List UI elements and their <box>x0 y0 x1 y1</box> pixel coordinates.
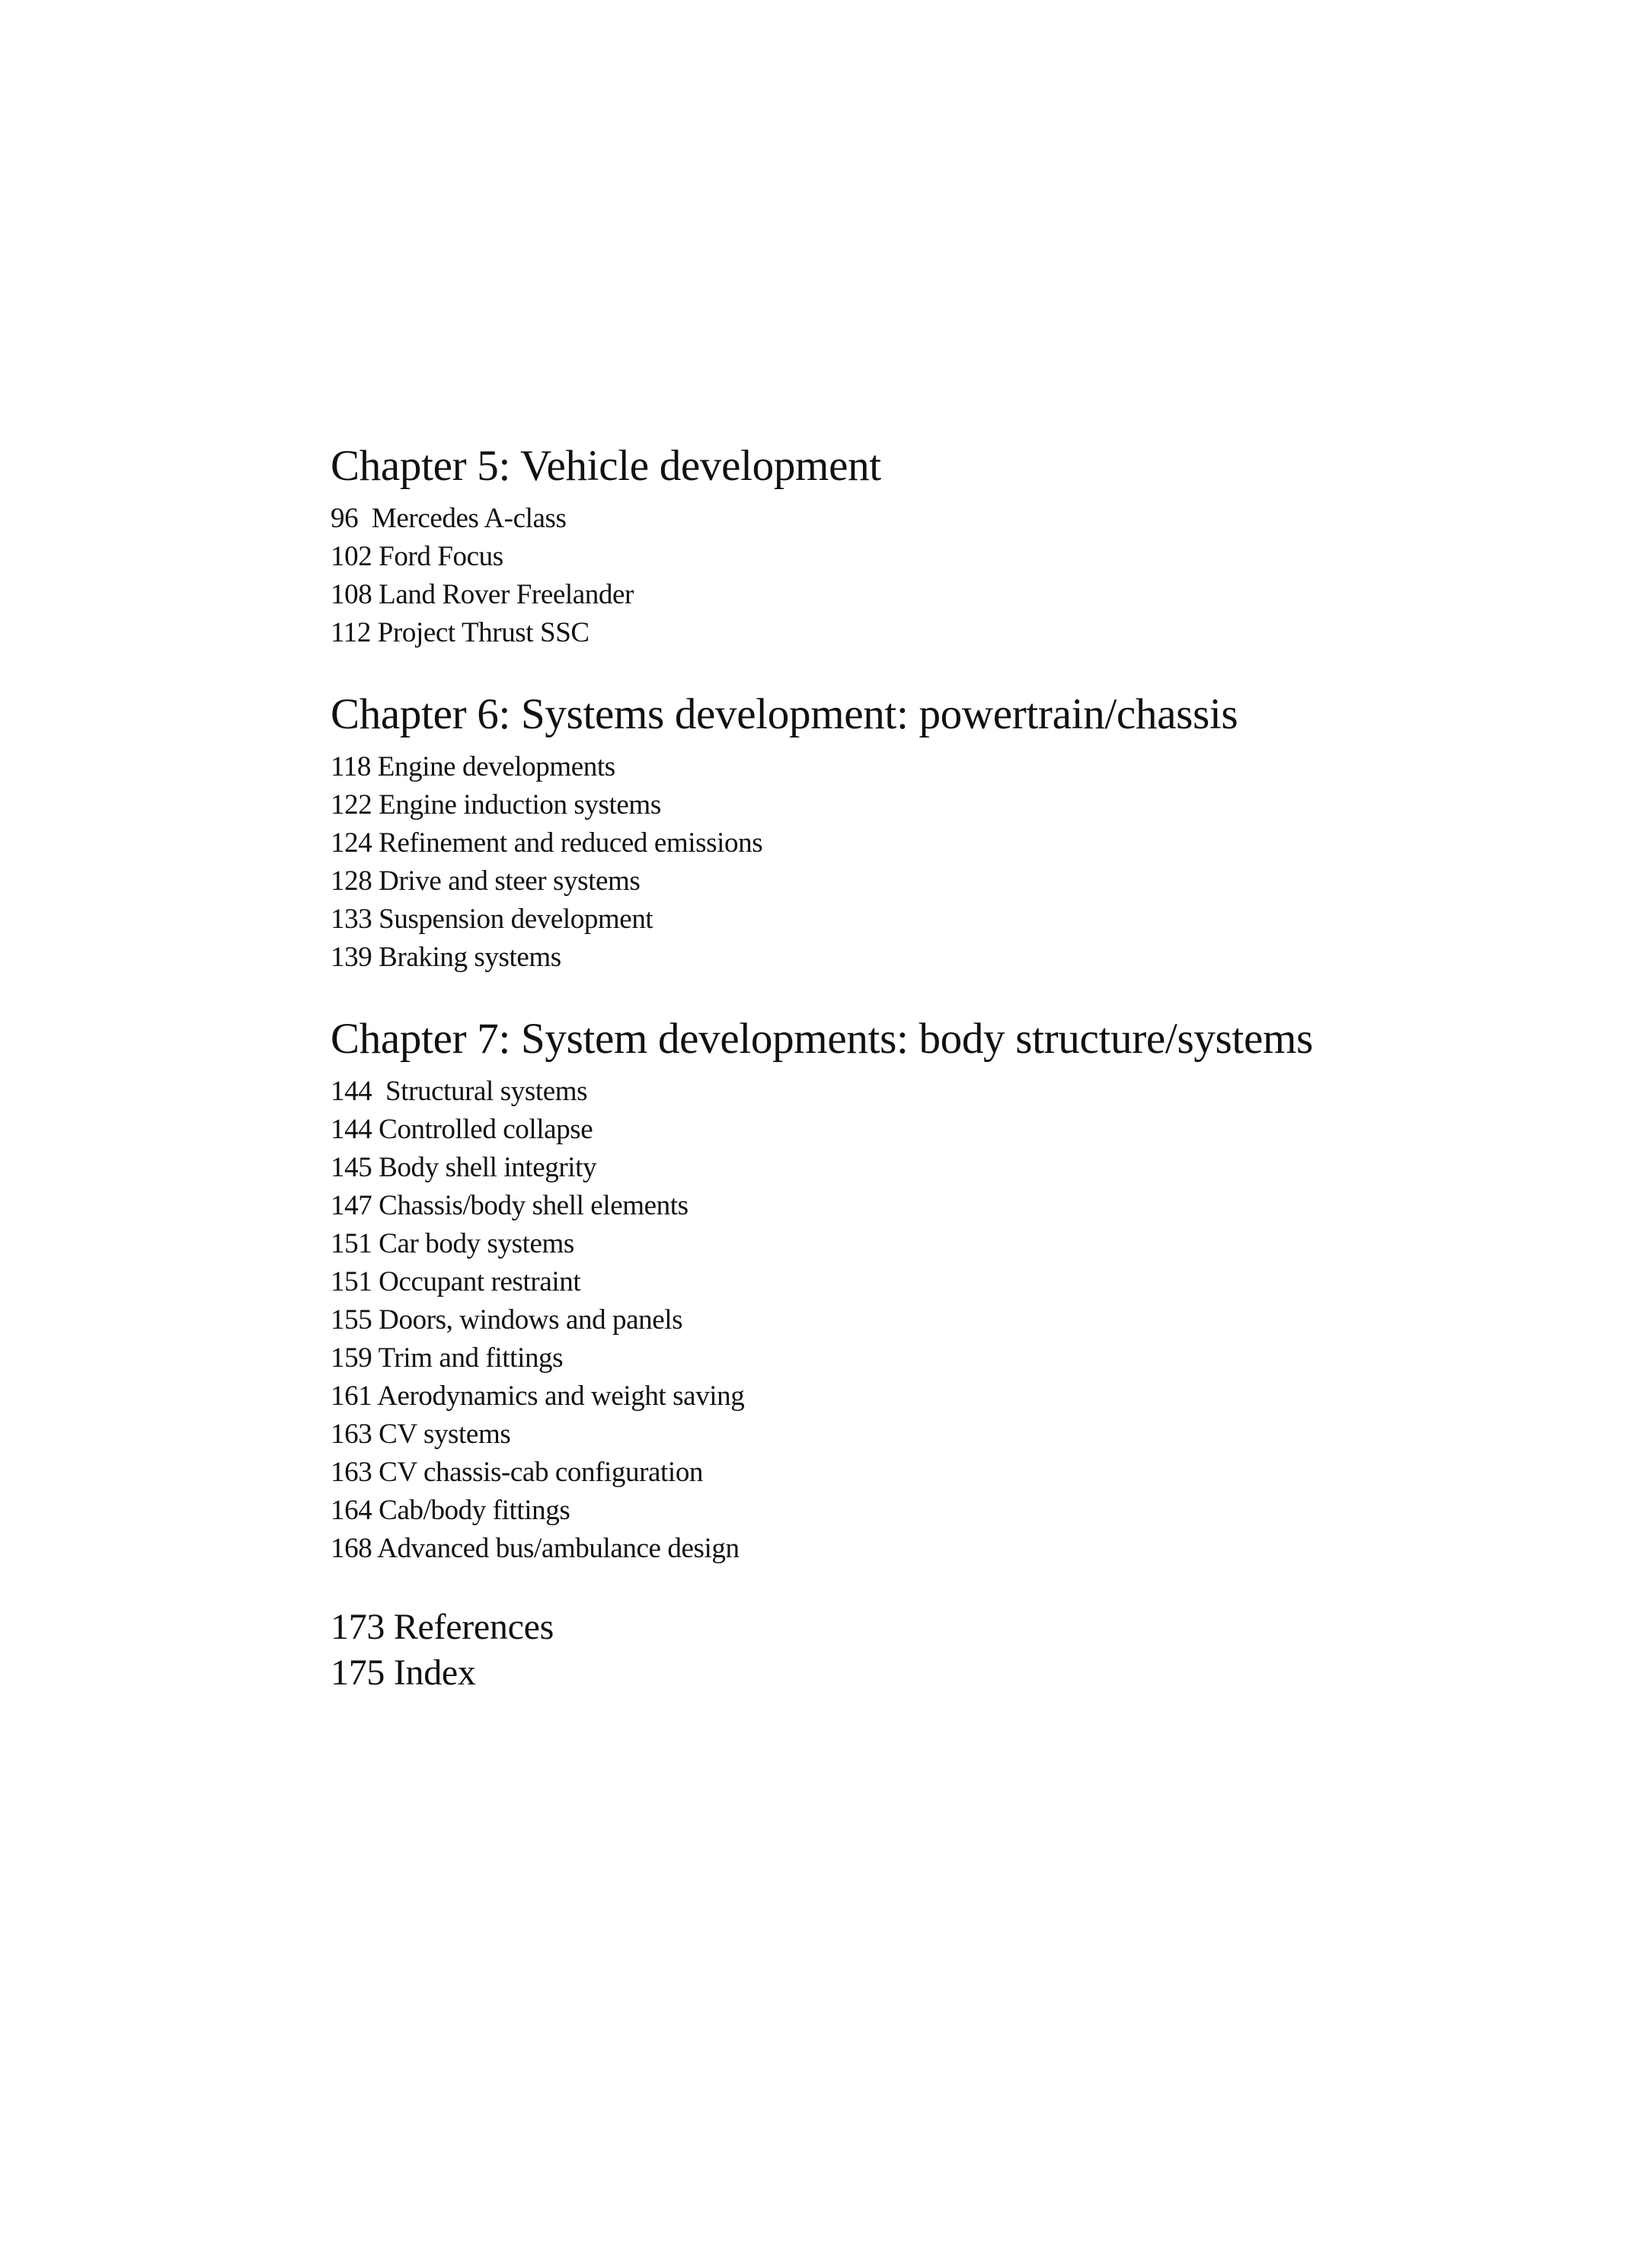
toc-entry <box>331 614 1587 652</box>
toc-entry-label: Occupant restraint <box>379 1266 581 1297</box>
toc-page-number: 108 <box>331 579 372 610</box>
toc-entry-label: Drive and steer systems <box>379 865 641 897</box>
chapter-7-title: Chapter 7: System developments: body structure/systems <box>331 1015 1313 1063</box>
toc-entry-label: Doors, windows and panels <box>379 1304 683 1336</box>
toc-entry <box>331 1073 1587 1111</box>
toc-entry <box>331 901 1587 939</box>
toc-entry <box>331 1339 1587 1377</box>
toc-entry-label: Index <box>393 1652 476 1693</box>
toc-entry <box>331 576 1587 614</box>
chapter-6-entries <box>331 748 1587 977</box>
chapter-5-title: Chapter 5: Vehicle development <box>331 442 881 490</box>
chapter-6-section <box>331 686 1587 977</box>
toc-entry-label: Chassis/body shell elements <box>379 1190 689 1221</box>
toc-entry <box>331 748 1587 786</box>
toc-entry-label: Controlled collapse <box>379 1114 593 1145</box>
toc-entry <box>331 1530 1587 1568</box>
toc-entry <box>331 1263 1587 1301</box>
toc-entry <box>331 1454 1587 1492</box>
toc-page-number: 159 <box>331 1342 372 1374</box>
toc-page-number: 164 <box>331 1495 372 1526</box>
table-of-contents <box>331 437 1587 1696</box>
toc-entry-label: Mercedes A-class <box>371 503 567 534</box>
toc-entry-label: Structural systems <box>385 1076 588 1107</box>
chapter-5-entries <box>331 500 1587 652</box>
toc-entry-label: Braking systems <box>379 942 561 973</box>
toc-page-number: 122 <box>331 789 372 821</box>
toc-entry-label: Body shell integrity <box>379 1152 597 1183</box>
toc-entry-label: Trim and fittings <box>378 1342 564 1374</box>
toc-page-number: 155 <box>331 1304 372 1336</box>
toc-page-number: 163 <box>331 1419 372 1450</box>
toc-entry <box>331 1149 1587 1187</box>
toc-page-number: 96 <box>331 503 359 534</box>
toc-entry <box>331 862 1587 901</box>
toc-entry-label: CV systems <box>379 1419 511 1450</box>
toc-page-number: 145 <box>331 1152 372 1183</box>
toc-page-number: 168 <box>331 1533 372 1564</box>
toc-entry <box>331 786 1587 824</box>
toc-page-number: 102 <box>331 541 372 572</box>
toc-page-number: 147 <box>331 1190 372 1221</box>
toc-page-number: 144 <box>331 1114 372 1145</box>
toc-page-number: 112 <box>331 617 371 648</box>
toc-entry-label: Suspension development <box>379 904 653 935</box>
toc-entry <box>331 1187 1587 1225</box>
toc-entry-label: Land Rover Freelander <box>379 579 634 610</box>
toc-entry-label: Advanced bus/ambulance design <box>377 1533 740 1564</box>
toc-entry <box>331 1301 1587 1339</box>
toc-entry <box>331 939 1587 977</box>
toc-entry-label: Project Thrust SSC <box>377 617 590 648</box>
toc-page-number: 151 <box>331 1228 372 1259</box>
toc-page-number: 124 <box>331 827 372 859</box>
toc-page-number: 139 <box>331 942 372 973</box>
toc-entry-label: Engine induction systems <box>379 789 661 821</box>
backmatter-list <box>331 1604 1587 1696</box>
toc-entry-label: Engine developments <box>377 751 615 782</box>
toc-entry <box>331 824 1587 862</box>
toc-entry <box>331 1225 1587 1263</box>
toc-entry-label: References <box>393 1607 554 1647</box>
toc-entry <box>331 1492 1587 1530</box>
toc-page-number: 118 <box>331 751 371 782</box>
backmatter-index <box>331 1650 1587 1696</box>
toc-entry-label: CV chassis-cab configuration <box>379 1457 704 1488</box>
toc-page-number: 151 <box>331 1266 372 1297</box>
toc-page-number: 133 <box>331 904 372 935</box>
toc-page-number: 161 <box>331 1380 372 1412</box>
toc-entry <box>331 500 1587 538</box>
toc-entry <box>331 1377 1587 1416</box>
toc-entry-label: Aerodynamics and weight saving <box>377 1380 745 1412</box>
toc-entry <box>331 1416 1587 1454</box>
chapter-7-entries <box>331 1073 1587 1568</box>
chapter-5-section <box>331 437 1587 652</box>
toc-page-number: 175 <box>331 1652 385 1693</box>
toc-entry-label: Refinement and reduced emissions <box>379 827 763 859</box>
backmatter-references <box>331 1604 1587 1650</box>
chapter-6-title: Chapter 6: Systems development: powertrain/chassis <box>331 690 1238 738</box>
toc-page-number: 173 <box>331 1607 385 1647</box>
toc-page-number: 144 <box>331 1076 372 1107</box>
toc-entry <box>331 1111 1587 1149</box>
toc-entry <box>331 538 1587 576</box>
chapter-7-section <box>331 1010 1587 1568</box>
toc-page-number: 163 <box>331 1457 372 1488</box>
toc-entry-label: Cab/body fittings <box>379 1495 570 1526</box>
toc-page-number: 128 <box>331 865 372 897</box>
toc-entry-label: Ford Focus <box>379 541 503 572</box>
toc-entry-label: Car body systems <box>379 1228 574 1259</box>
